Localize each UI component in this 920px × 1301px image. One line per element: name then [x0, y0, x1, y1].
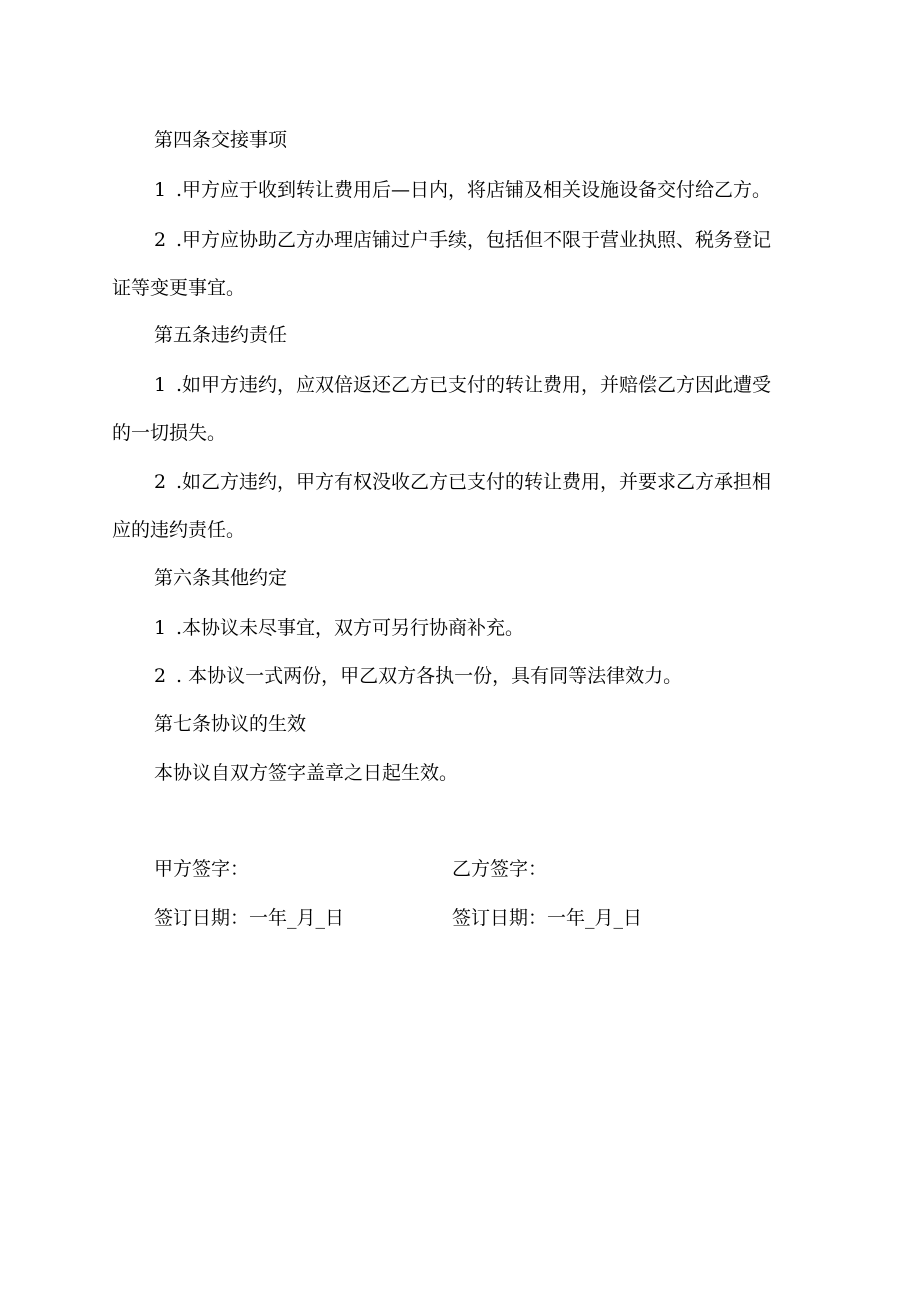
party-b-date-label: 签订日期：一年_月_日: [452, 907, 643, 929]
article-5-item-2-continuation: 应的违约责任。: [112, 519, 246, 541]
item-number: 2: [154, 471, 167, 493]
article-5-item-2: [154, 470, 771, 494]
party-b-signature-label: 乙方签字：: [452, 858, 548, 880]
article-7-heading: 第七条协议的生效: [154, 713, 307, 735]
article-4-heading: 第四条交接事项: [154, 129, 288, 151]
item-number: 2: [154, 665, 167, 687]
article-7-text: 本协议自双方签字盖章之日起生效。: [154, 762, 459, 784]
item-text: .本协议未尽事宜，双方可另行协商补充。: [176, 617, 525, 639]
article-6-item-2: [154, 664, 682, 688]
article-6-heading: 第六条其他约定: [154, 567, 288, 589]
item-text: .甲方应于收到转让费用后—日内，将店铺及相关设施设备交付给乙方。: [176, 179, 772, 201]
item-text: .如甲方违约，应双倍返还乙方已支付的转让费用，并赔偿乙方因此遭受: [176, 374, 772, 396]
item-number: 2: [154, 229, 167, 251]
article-5-item-1-continuation: 的一切损失。: [112, 422, 227, 444]
article-4-item-1: [154, 178, 771, 202]
item-text: .甲方应协助乙方办理店铺过户手续，包括但不限于营业执照、税务登记: [176, 229, 772, 251]
item-text: .如乙方违约，甲方有权没收乙方已支付的转让费用，并要求乙方承担相: [176, 471, 772, 493]
item-number: 1: [154, 179, 167, 201]
item-number: 1: [154, 617, 167, 639]
article-5-heading: 第五条违约责任: [154, 324, 288, 346]
party-a-signature-label: 甲方签字：: [154, 858, 250, 880]
party-a-date-label: 签订日期：一年_月_日: [154, 907, 345, 929]
item-text: . 本协议一式两份，甲乙双方各执一份，具有同等法律效力。: [176, 665, 683, 687]
article-4-item-2-continuation: 证等变更事宜。: [112, 277, 246, 299]
item-number: 1: [154, 374, 167, 396]
article-5-item-1: [154, 373, 771, 397]
article-4-item-2: [154, 228, 771, 252]
article-6-item-1: [154, 616, 524, 640]
